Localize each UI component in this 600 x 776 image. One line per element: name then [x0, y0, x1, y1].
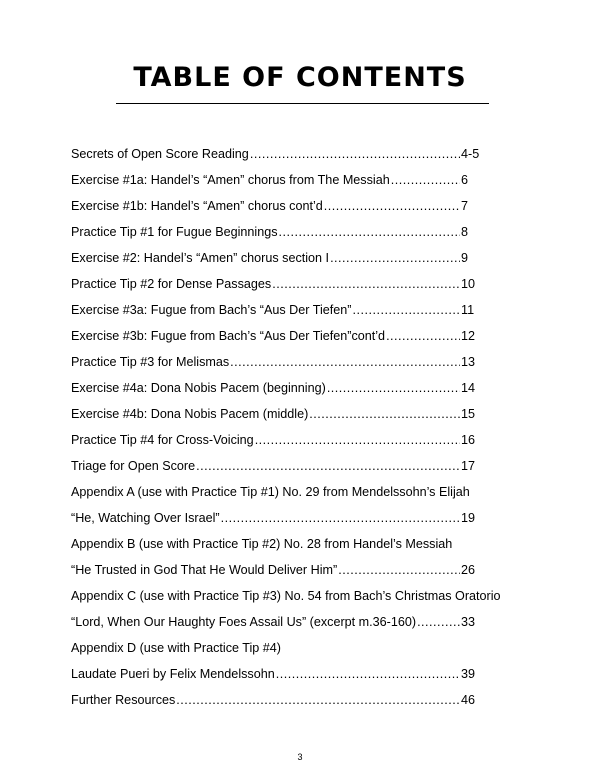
toc-entry-page: 8 [461, 225, 469, 239]
toc-entry-title: Exercise #4a: Dona Nobis Pacem (beginning) [71, 381, 326, 395]
toc-entry-title: Appendix D (use with Practice Tip #4) [71, 641, 281, 655]
page-title: TABLE OF CONTENTS [133, 62, 467, 93]
toc-leader-dots [196, 453, 460, 479]
toc-entry-page: 46 [461, 693, 476, 707]
toc-entry[interactable] [71, 557, 481, 583]
toc-entry-title: Practice Tip #1 for Fugue Beginnings [71, 225, 278, 239]
toc-leader-dots [386, 323, 460, 349]
toc-entry-title: Appendix B (use with Practice Tip #2) No. 28 from Handel’s Messiah [71, 537, 453, 551]
toc-leader-dots [417, 609, 460, 635]
toc-entry-title: Appendix C (use with Practice Tip #3) No. 54 from Bach’s Christmas Oratorio [71, 589, 501, 603]
toc-entry-title: Exercise #1b: Handel’s “Amen” chorus cont’d [71, 199, 323, 213]
toc-entry-title: Secrets of Open Score Reading [71, 147, 249, 161]
toc-leader-dots [324, 193, 460, 219]
toc-leader-dots [272, 271, 460, 297]
toc-leader-dots [276, 661, 460, 687]
page-number: 3 [297, 752, 303, 762]
toc-entry-page: 7 [461, 199, 469, 213]
toc-entry[interactable] [71, 375, 481, 401]
toc-entry[interactable] [71, 453, 481, 479]
toc-entry-page: 11 [461, 303, 475, 317]
toc-entry[interactable] [71, 219, 481, 245]
toc-entry-page: 12 [461, 329, 476, 343]
toc-entry-page: 4-5 [461, 147, 480, 161]
toc-entry-page: 19 [461, 511, 476, 525]
toc-entry-title: “He Trusted in God That He Would Deliver Him” [71, 563, 338, 577]
toc-leader-dots [352, 297, 460, 323]
toc-entry-title: “He, Watching Over Israel” [71, 511, 220, 525]
toc-entry[interactable] [71, 401, 481, 427]
toc-entry-title: Exercise #4b: Dona Nobis Pacem (middle) [71, 407, 309, 421]
toc-entry-title: Triage for Open Score [71, 459, 196, 473]
toc-entry[interactable] [71, 661, 481, 687]
toc-entry[interactable] [71, 271, 481, 297]
toc-entry-page: 33 [461, 615, 476, 629]
toc-entry-page: 16 [461, 433, 476, 447]
toc-entry[interactable] [71, 505, 481, 531]
toc-leader-dots [255, 427, 460, 453]
toc-leader-dots [309, 401, 460, 427]
toc-entry[interactable] [71, 427, 481, 453]
toc-leader-dots [330, 245, 460, 271]
toc-entry-page: 26 [461, 563, 476, 577]
toc-entry[interactable] [71, 167, 481, 193]
toc-entry-page: 39 [461, 667, 476, 681]
toc-entry-title: Exercise #2: Handel’s “Amen” chorus section I [71, 251, 330, 265]
toc-entry-page: 15 [461, 407, 476, 421]
toc-leader-dots [391, 167, 460, 193]
toc-entry-page: 9 [461, 251, 469, 265]
toc-entry-heading[interactable] [71, 635, 481, 661]
toc-entry-page: 17 [461, 459, 476, 473]
toc-entry[interactable] [71, 687, 481, 713]
table-of-contents [71, 141, 501, 713]
toc-entry-page: 6 [461, 173, 469, 187]
toc-leader-dots [279, 219, 460, 245]
toc-entry-title: Further Resources [71, 693, 176, 707]
toc-entry-title: Laudate Pueri by Felix Mendelssohn [71, 667, 275, 681]
toc-entry-page: 13 [461, 355, 476, 369]
toc-entry-title: Practice Tip #3 for Melismas [71, 355, 230, 369]
toc-entry[interactable] [71, 245, 481, 271]
toc-leader-dots [230, 349, 460, 375]
toc-leader-dots [250, 141, 460, 167]
toc-entry-heading[interactable] [71, 583, 501, 609]
toc-leader-dots [327, 375, 460, 401]
toc-entry[interactable] [71, 349, 481, 375]
toc-entry-page: 14 [461, 381, 476, 395]
toc-leader-dots [176, 687, 460, 713]
toc-leader-dots [338, 557, 460, 583]
toc-entry-title: “Lord, When Our Haughty Foes Assail Us” (excerpt m.36-160) [71, 615, 417, 629]
toc-entry-heading[interactable] [71, 479, 481, 505]
toc-entry[interactable] [71, 297, 481, 323]
toc-entry-title: Appendix A (use with Practice Tip #1) No. 29 from Mendelssohn’s Elijah [71, 485, 470, 499]
toc-entry[interactable] [71, 193, 481, 219]
toc-entry[interactable] [71, 609, 481, 635]
toc-entry-title: Exercise #3b: Fugue from Bach’s “Aus Der Tiefen”cont’d [71, 329, 386, 343]
toc-entry-title: Practice Tip #2 for Dense Passages [71, 277, 272, 291]
title-underline [116, 103, 489, 104]
toc-entry-page: 10 [461, 277, 476, 291]
toc-entry-heading[interactable] [71, 531, 481, 557]
toc-entry-title: Exercise #3a: Fugue from Bach’s “Aus Der Tiefen” [71, 303, 352, 317]
toc-entry-title: Practice Tip #4 for Cross-Voicing [71, 433, 254, 447]
toc-entry[interactable] [71, 323, 481, 349]
toc-entry[interactable] [71, 141, 481, 167]
toc-entry-title: Exercise #1a: Handel’s “Amen” chorus from The Messiah [71, 173, 390, 187]
toc-leader-dots [221, 505, 460, 531]
